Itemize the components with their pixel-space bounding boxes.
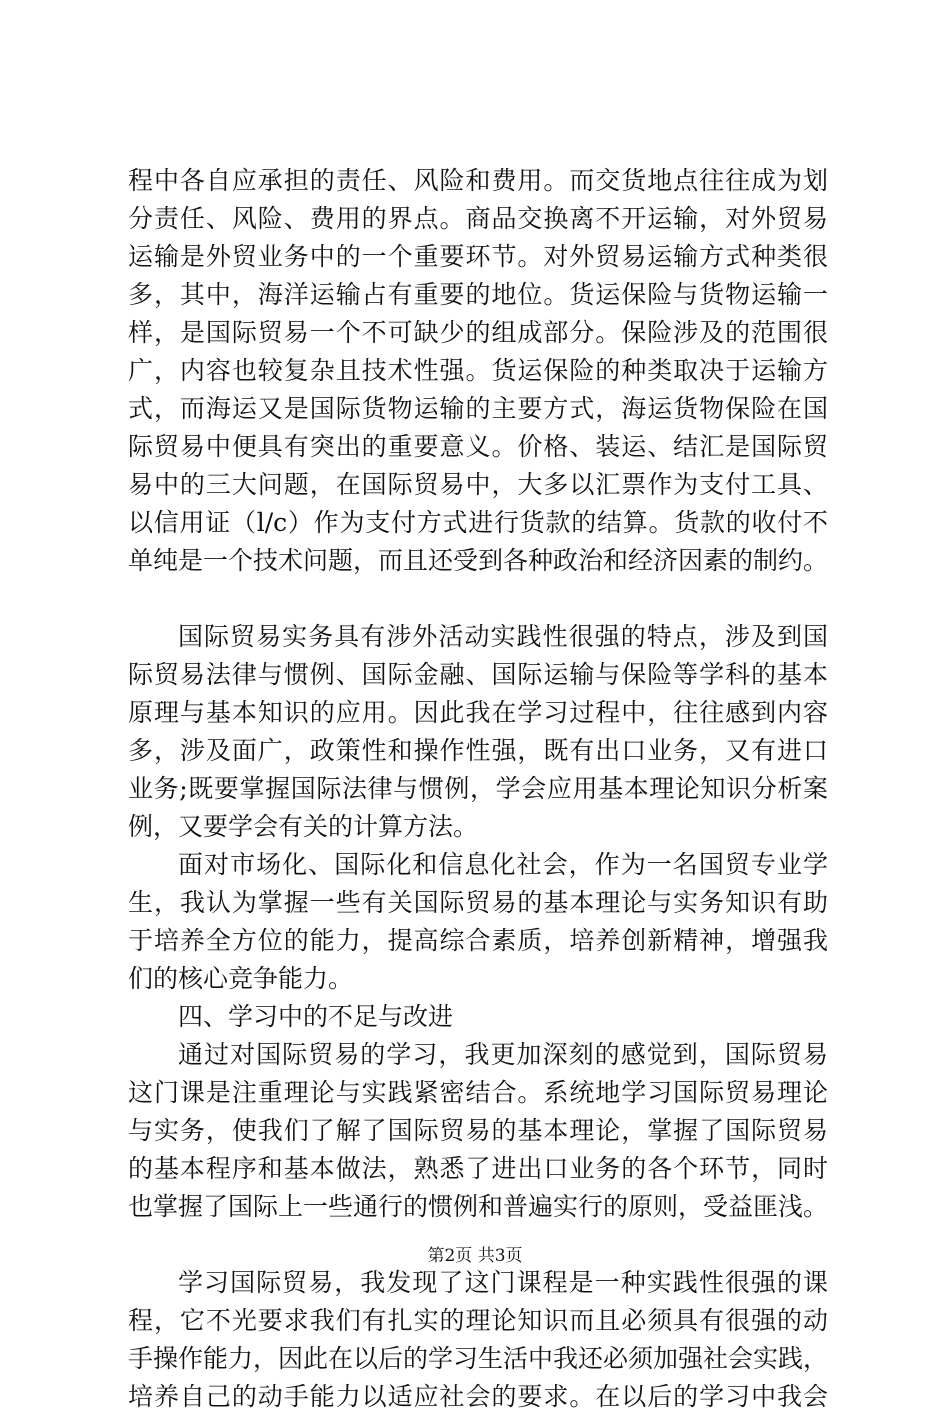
text-line: 面对市场化、国际化和信息化社会，作为一名国贸专业学 [178,850,828,879]
document-body [128,162,828,1416]
text-line: 于培养全方位的能力，提高综合素质，培养创新精神，增强我 [128,926,828,955]
text-line: 手操作能力，因此在以后的学习生活中我还必须加强社会实践， [128,1344,829,1373]
text-line: 分责任、风险、费用的界点。商品交换离不开运输，对外贸易 [128,204,828,233]
paragraph-gap [128,580,828,618]
text-line: 业务;既要掌握国际法律与惯例，学会应用基本理论知识分析案 [128,774,828,803]
text-line: 也掌握了国际上一些通行的惯例和普遍实行的原则，受益匪浅。 [128,1192,829,1221]
text-line: 们的核心竞争能力。 [128,964,354,993]
text-line: 程，它不光要求我们有扎实的理论知识而且必须具有很强的动 [128,1306,828,1335]
section-heading-text: 四、学习中的不足与改进 [178,1002,454,1031]
paragraph-practice-features [128,618,828,846]
text-line: 多，涉及面广，政策性和操作性强，既有出口业务，又有进口 [128,736,828,765]
text-line: 国际贸易实务具有涉外活动实践性很强的特点，涉及到国 [178,622,828,651]
text-line: 培养自己的动手能力以适应社会的要求。在以后的学习中我会 [128,1382,828,1411]
text-line: 的基本程序和基本做法，熟悉了进出口业务的各个环节，同时 [128,1154,828,1183]
text-line: 程中各自应承担的责任、风险和费用。而交货地点往往成为划 [128,166,828,195]
text-line: 广，内容也较复杂且技术性强。货运保险的种类取决于运输方 [128,356,828,385]
text-line: 通过对国际贸易的学习，我更加深刻的感觉到，国际贸易 [178,1040,828,1069]
page-number: 第2页 共3页 [427,1246,523,1266]
text-line: 以信用证（l/c）作为支付方式进行货款的结算。货款的收付不 [128,508,828,537]
paragraph-market-society [128,846,828,998]
text-line: 生，我认为掌握一些有关国际贸易的基本理论与实务知识有助 [128,888,828,917]
text-line: 际贸易法律与惯例、国际金融、国际运输与保险等学科的基本 [128,660,828,689]
paragraph-practice-course [128,1264,828,1416]
paragraph-learning-reflection [128,1036,828,1226]
text-line: 原理与基本知识的应用。因此我在学习过程中，往往感到内容 [128,698,828,727]
text-line: 易中的三大问题，在国际贸易中，大多以汇票作为支付工具、 [128,470,828,499]
text-line: 多，其中，海洋运输占有重要的地位。货运保险与货物运输一 [128,280,828,309]
text-line: 式，而海运又是国际货物运输的主要方式，海运货物保险在国 [128,394,828,423]
paragraph-transport-insurance [128,162,828,580]
text-line: 例，又要学会有关的计算方法。 [128,812,479,841]
section-heading [128,998,828,1036]
text-line: 样，是国际贸易一个不可缺少的组成部分。保险涉及的范围很 [128,318,828,347]
text-line: 与实务，使我们了解了国际贸易的基本理论，掌握了国际贸易 [128,1116,828,1145]
text-line: 运输是外贸业务中的一个重要环节。对外贸易运输方式种类很 [128,242,828,271]
page-footer [0,1244,950,1268]
text-line: 学习国际贸易，我发现了这门课程是一种实践性很强的课 [178,1268,828,1297]
text-line: 际贸易中便具有突出的重要意义。价格、装运、结汇是国际贸 [128,432,828,461]
text-line: 单纯是一个技术问题，而且还受到各种政治和经济因素的制约。 [128,546,829,575]
text-line: 这门课是注重理论与实践紧密结合。系统地学习国际贸易理论 [128,1078,828,1107]
